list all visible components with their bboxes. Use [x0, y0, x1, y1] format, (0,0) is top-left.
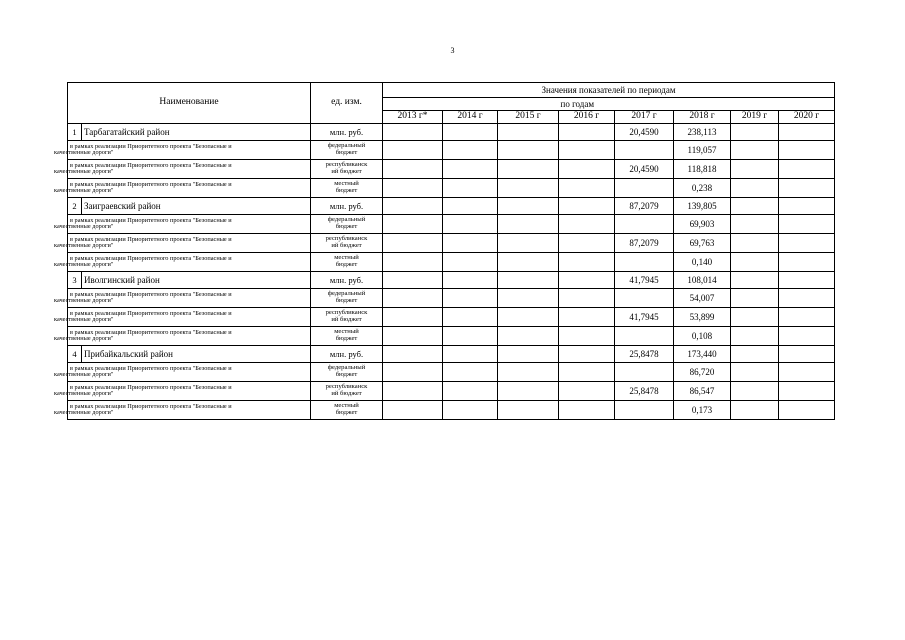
subrow-unit-line1: местный — [334, 328, 359, 336]
value-cell — [443, 401, 498, 420]
value-cell — [498, 272, 559, 289]
value-cell — [383, 272, 443, 289]
value-cell — [779, 160, 835, 179]
value-cell — [615, 363, 674, 382]
subrow-unit-line1: федеральный — [327, 216, 366, 224]
value-cell: 69,763 — [674, 234, 731, 253]
value-cell: 41,7945 — [615, 308, 674, 327]
value-cell — [443, 253, 498, 272]
values-title-header: Значения показателей по периодам — [383, 83, 835, 98]
subrow-unit — [311, 179, 383, 198]
subrow-label-line2: качественные дороги" — [54, 168, 114, 175]
value-cell — [779, 234, 835, 253]
subrow-label-line2: качественные дороги" — [54, 187, 114, 194]
value-cell — [383, 289, 443, 308]
value-cell — [443, 215, 498, 234]
subrow — [68, 215, 835, 234]
value-cell — [731, 327, 779, 346]
subrow — [68, 289, 835, 308]
value-cell — [615, 141, 674, 160]
value-cell — [498, 234, 559, 253]
value-cell: 139,805 — [674, 198, 731, 215]
value-cell — [383, 141, 443, 160]
year-header: 2016 г — [559, 111, 615, 124]
subrow-label-line2: качественные дороги" — [54, 409, 114, 416]
subrow-unit — [311, 234, 383, 253]
value-cell — [383, 124, 443, 141]
subrow-unit — [311, 308, 383, 327]
value-cell — [731, 272, 779, 289]
subrow-unit-line2: бюджет — [335, 371, 358, 378]
value-cell: 69,903 — [674, 215, 731, 234]
table-body — [54, 83, 835, 420]
value-cell — [443, 308, 498, 327]
value-cell: 87,2079 — [615, 234, 674, 253]
name-column-header: Наименование — [68, 83, 311, 124]
year-header: 2013 г* — [383, 111, 443, 124]
value-cell — [443, 346, 498, 363]
value-cell — [779, 215, 835, 234]
subrow-unit-line2: бюджет — [335, 335, 358, 342]
value-cell — [731, 289, 779, 308]
subrow-unit-line1: федеральный — [327, 142, 366, 150]
value-cell — [615, 327, 674, 346]
subrow — [68, 234, 835, 253]
value-cell — [383, 215, 443, 234]
value-cell — [779, 401, 835, 420]
subrow-unit — [311, 215, 383, 234]
value-cell — [615, 401, 674, 420]
value-cell — [731, 198, 779, 215]
value-cell — [559, 272, 615, 289]
subrow-label-line1: в рамках реализации Приоритетного проекта "Безопасные и — [70, 328, 232, 336]
subrow — [68, 382, 835, 401]
value-cell: 53,899 — [674, 308, 731, 327]
subrow-label-line1: в рамках реализации Приоритетного проекта "Безопасные и — [70, 180, 232, 188]
value-cell — [779, 198, 835, 215]
district-number: 1 — [68, 124, 82, 141]
value-cell: 173,440 — [674, 346, 731, 363]
value-cell — [443, 382, 498, 401]
value-cell — [731, 160, 779, 179]
subrow-unit-line1: республиканск — [325, 383, 368, 391]
value-cell: 25,8478 — [615, 346, 674, 363]
subrow-unit-line2: ий бюджет — [331, 242, 362, 249]
value-cell — [779, 124, 835, 141]
value-cell — [383, 363, 443, 382]
subrow-label — [54, 234, 311, 253]
value-cell — [383, 346, 443, 363]
value-cell — [731, 363, 779, 382]
subrow-label-line2: качественные дороги" — [54, 223, 114, 230]
subrow-label-line1: в рамках реализации Приоритетного проекта "Безопасные и — [70, 364, 232, 372]
value-cell — [383, 234, 443, 253]
value-cell — [559, 198, 615, 215]
value-cell — [779, 346, 835, 363]
value-cell — [779, 308, 835, 327]
unit-column-header: ед. изм. — [311, 83, 383, 124]
value-cell — [615, 179, 674, 198]
subrow-unit — [311, 401, 383, 420]
value-cell — [383, 401, 443, 420]
subrow-label-line1: в рамках реализации Приоритетного проекта "Безопасные и — [70, 402, 232, 410]
subrow-label — [54, 363, 311, 382]
value-cell — [731, 234, 779, 253]
subrow-label-line1: в рамках реализации Приоритетного проекта "Безопасные и — [70, 161, 232, 169]
value-cell: 86,720 — [674, 363, 731, 382]
subrow-unit-line2: бюджет — [335, 149, 358, 156]
value-cell: 87,2079 — [615, 198, 674, 215]
value-cell — [779, 179, 835, 198]
value-cell — [443, 234, 498, 253]
subrow-unit-line2: ий бюджет — [331, 316, 362, 323]
subrow-unit-line1: местный — [334, 402, 359, 410]
value-cell — [559, 253, 615, 272]
district-name: Иволгинский район — [82, 272, 311, 289]
value-cell — [498, 327, 559, 346]
value-cell: 86,547 — [674, 382, 731, 401]
subrow-label-line1: в рамках реализации Приоритетного проекта "Безопасные и — [70, 290, 232, 298]
value-cell — [383, 179, 443, 198]
subrow — [68, 179, 835, 198]
district-name: Тарбагатайский район — [82, 124, 311, 141]
subrow-unit — [311, 253, 383, 272]
value-cell: 20,4590 — [615, 160, 674, 179]
value-cell — [559, 289, 615, 308]
subrow-label-line1: в рамках реализации Приоритетного проекта "Безопасные и — [70, 254, 232, 262]
value-cell — [779, 141, 835, 160]
value-cell — [615, 253, 674, 272]
page-number: 3 — [450, 46, 455, 55]
subrow-label-line2: качественные дороги" — [54, 371, 114, 378]
by-years-header: по годам — [559, 98, 835, 111]
subrow-unit-line1: республиканск — [325, 309, 368, 317]
value-cell — [498, 346, 559, 363]
value-cell — [559, 327, 615, 346]
subrow-label-line2: качественные дороги" — [54, 297, 114, 304]
value-cell: 54,007 — [674, 289, 731, 308]
subrow-unit-line1: федеральный — [327, 290, 366, 298]
value-cell: 0,108 — [674, 327, 731, 346]
value-cell — [731, 253, 779, 272]
district-unit: млн. руб. — [311, 346, 383, 363]
value-cell — [498, 363, 559, 382]
value-cell: 41,7945 — [615, 272, 674, 289]
subrow-unit — [311, 382, 383, 401]
district-number: 2 — [68, 198, 82, 215]
value-cell — [559, 215, 615, 234]
subrow-unit — [311, 363, 383, 382]
district-unit: млн. руб. — [311, 124, 383, 141]
indicators-table — [54, 82, 835, 420]
subrow — [68, 253, 835, 272]
value-cell — [383, 308, 443, 327]
subrow-label — [54, 215, 311, 234]
district-row — [68, 198, 835, 215]
value-cell — [383, 160, 443, 179]
value-cell — [559, 308, 615, 327]
subrow-unit-line2: ий бюджет — [331, 390, 362, 397]
value-cell — [498, 141, 559, 160]
subrow-unit-line1: федеральный — [327, 364, 366, 372]
subrow-label-line2: качественные дороги" — [54, 316, 114, 323]
value-cell — [383, 327, 443, 346]
subrow-label — [54, 141, 311, 160]
value-cell — [731, 141, 779, 160]
value-cell: 108,014 — [674, 272, 731, 289]
year-header: 2015 г — [498, 111, 559, 124]
value-cell — [731, 124, 779, 141]
value-cell — [443, 124, 498, 141]
value-cell: 119,057 — [674, 141, 731, 160]
value-cell — [615, 289, 674, 308]
subrow-label-line1: в рамках реализации Приоритетного проекта "Безопасные и — [70, 383, 232, 391]
subrow-unit-line2: бюджет — [335, 223, 358, 230]
year-header: 2017 г — [615, 111, 674, 124]
subrow-unit-line2: бюджет — [335, 187, 358, 194]
header-row-1 — [68, 83, 835, 98]
district-row — [68, 272, 835, 289]
value-cell — [443, 141, 498, 160]
year-header: 2020 г — [779, 111, 835, 124]
subrow — [68, 327, 835, 346]
header-blank — [383, 98, 559, 111]
subrow-label-line1: в рамках реализации Приоритетного проекта "Безопасные и — [70, 309, 232, 317]
value-cell: 238,113 — [674, 124, 731, 141]
value-cell — [498, 179, 559, 198]
subrow-label — [54, 289, 311, 308]
subrow-label — [54, 308, 311, 327]
subrow-label — [54, 401, 311, 420]
value-cell — [498, 198, 559, 215]
value-cell — [731, 215, 779, 234]
subrow-label-line1: в рамках реализации Приоритетного проекта "Безопасные и — [70, 142, 232, 150]
value-cell — [559, 124, 615, 141]
value-cell — [731, 401, 779, 420]
year-header: 2018 г — [674, 111, 731, 124]
value-cell — [731, 382, 779, 401]
value-cell — [443, 363, 498, 382]
value-cell — [731, 346, 779, 363]
year-header: 2019 г — [731, 111, 779, 124]
subrow — [68, 363, 835, 382]
value-cell — [443, 198, 498, 215]
value-cell — [443, 179, 498, 198]
subrow-label-line2: качественные дороги" — [54, 149, 114, 156]
subrow-label — [54, 179, 311, 198]
value-cell — [559, 363, 615, 382]
value-cell — [779, 327, 835, 346]
value-cell — [498, 308, 559, 327]
district-row — [68, 124, 835, 141]
value-cell — [559, 141, 615, 160]
subrow-unit-line2: бюджет — [335, 297, 358, 304]
subrow-label-line1: в рамках реализации Приоритетного проекта "Безопасные и — [70, 235, 232, 243]
subrow-label — [54, 253, 311, 272]
subrow-label-line1: в рамках реализации Приоритетного проекта "Безопасные и — [70, 216, 232, 224]
value-cell — [731, 179, 779, 198]
subrow — [68, 141, 835, 160]
value-cell — [443, 272, 498, 289]
value-cell — [443, 327, 498, 346]
value-cell — [443, 289, 498, 308]
subrow-unit-line1: республиканск — [325, 161, 368, 169]
subrow-unit — [311, 160, 383, 179]
subrow — [68, 308, 835, 327]
value-cell — [779, 272, 835, 289]
value-cell — [559, 179, 615, 198]
value-cell — [498, 382, 559, 401]
value-cell — [498, 289, 559, 308]
value-cell — [559, 401, 615, 420]
value-cell — [559, 234, 615, 253]
district-number: 3 — [68, 272, 82, 289]
value-cell — [559, 382, 615, 401]
subrow-label-line2: качественные дороги" — [54, 335, 114, 342]
value-cell — [383, 382, 443, 401]
value-cell — [498, 401, 559, 420]
subrow-unit — [311, 327, 383, 346]
subrow-unit — [311, 289, 383, 308]
subrow-unit — [311, 141, 383, 160]
subrow-label — [54, 382, 311, 401]
subrow-unit-line2: ий бюджет — [331, 168, 362, 175]
value-cell — [559, 160, 615, 179]
value-cell — [779, 289, 835, 308]
year-header: 2014 г — [443, 111, 498, 124]
district-unit: млн. руб. — [311, 272, 383, 289]
subrow-label — [54, 160, 311, 179]
district-unit: млн. руб. — [311, 198, 383, 215]
value-cell — [498, 253, 559, 272]
value-cell: 0,238 — [674, 179, 731, 198]
district-number: 4 — [68, 346, 82, 363]
value-cell — [779, 382, 835, 401]
subrow-label-line2: качественные дороги" — [54, 261, 114, 268]
subrow — [68, 160, 835, 179]
district-row — [68, 346, 835, 363]
value-cell: 0,173 — [674, 401, 731, 420]
subrow-unit-line1: местный — [334, 254, 359, 262]
value-cell: 0,140 — [674, 253, 731, 272]
value-cell — [731, 308, 779, 327]
district-name: Прибайкальский район — [82, 346, 311, 363]
value-cell: 118,818 — [674, 160, 731, 179]
value-cell — [779, 253, 835, 272]
subrow-unit-line2: бюджет — [335, 409, 358, 416]
value-cell — [559, 346, 615, 363]
value-cell: 20,4590 — [615, 124, 674, 141]
subrow-label — [54, 327, 311, 346]
value-cell: 25,8478 — [615, 382, 674, 401]
value-cell — [498, 215, 559, 234]
subrow-unit-line2: бюджет — [335, 261, 358, 268]
value-cell — [615, 215, 674, 234]
value-cell — [498, 124, 559, 141]
value-cell — [443, 160, 498, 179]
value-cell — [383, 198, 443, 215]
subrow-label-line2: качественные дороги" — [54, 390, 114, 397]
value-cell — [383, 253, 443, 272]
value-cell — [498, 160, 559, 179]
subrow-label-line2: качественные дороги" — [54, 242, 114, 249]
subrow-unit-line1: местный — [334, 180, 359, 188]
subrow — [68, 401, 835, 420]
subrow-unit-line1: республиканск — [325, 235, 368, 243]
value-cell — [779, 363, 835, 382]
district-name: Заиграевский район — [82, 198, 311, 215]
